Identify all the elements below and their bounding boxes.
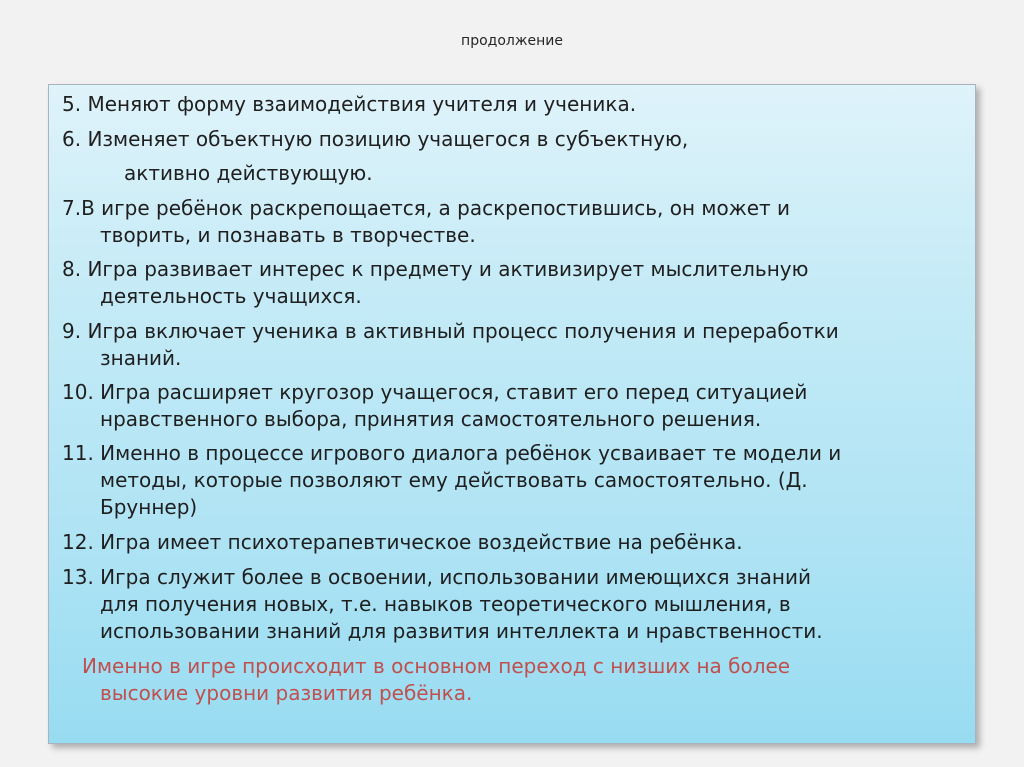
- point-11-line-1: 11. Именно в процессе игрового диалога ребёнок усваивает те модели и: [62, 441, 842, 465]
- conclusion-line-2: высокие уровни развития ребёнка.: [100, 681, 473, 705]
- conclusion-line-1: Именно в игре происходит в основном переход с низших на более: [82, 654, 791, 678]
- slide-title: продолжение: [461, 33, 563, 49]
- point-13-line-2: для получения новых, т.е. навыков теоретического мышления, в: [100, 592, 791, 616]
- point-9-line-1: 9. Игра включает ученика в активный процесс получения и переработки: [62, 319, 839, 343]
- point-10-line-1: 10. Игра расширяет кругозор учащегося, ставит его перед ситуацией: [62, 380, 808, 404]
- point-13-line-3: использовании знаний для развития интеллекта и нравственности.: [100, 619, 823, 643]
- point-13-line-1: 13. Игра служит более в освоении, использовании имеющихся знаний: [62, 565, 811, 589]
- point-11-line-3: Бруннер): [100, 495, 198, 519]
- content-box: [48, 84, 976, 744]
- point-10-line-2: нравственного выбора, принятия самостоятельного решения.: [100, 407, 762, 431]
- point-8-line-1: 8. Игра развивает интерес к предмету и активизирует мыслительную: [62, 257, 809, 281]
- point-12-line-1: 12. Игра имеет психотерапевтическое воздействие на ребёнка.: [62, 530, 743, 554]
- point-7-line-1: 7.В игре ребёнок раскрепощается, а раскрепостившись, он может и: [62, 196, 791, 220]
- point-8-line-2: деятельность учащихся.: [100, 284, 362, 308]
- point-11-line-2: методы, которые позволяют ему действовать самостоятельно. (Д.: [100, 468, 808, 492]
- point-7-line-2: творить, и познавать в творчестве.: [100, 223, 476, 247]
- point-5-line-1: 5. Меняют форму взаимодействия учителя и ученика.: [62, 92, 637, 116]
- point-6-line-1: 6. Изменяет объектную позицию учащегося в субъектную,: [62, 127, 689, 151]
- point-6-line-2: активно действующую.: [124, 161, 373, 185]
- point-9-line-2: знаний.: [100, 346, 182, 370]
